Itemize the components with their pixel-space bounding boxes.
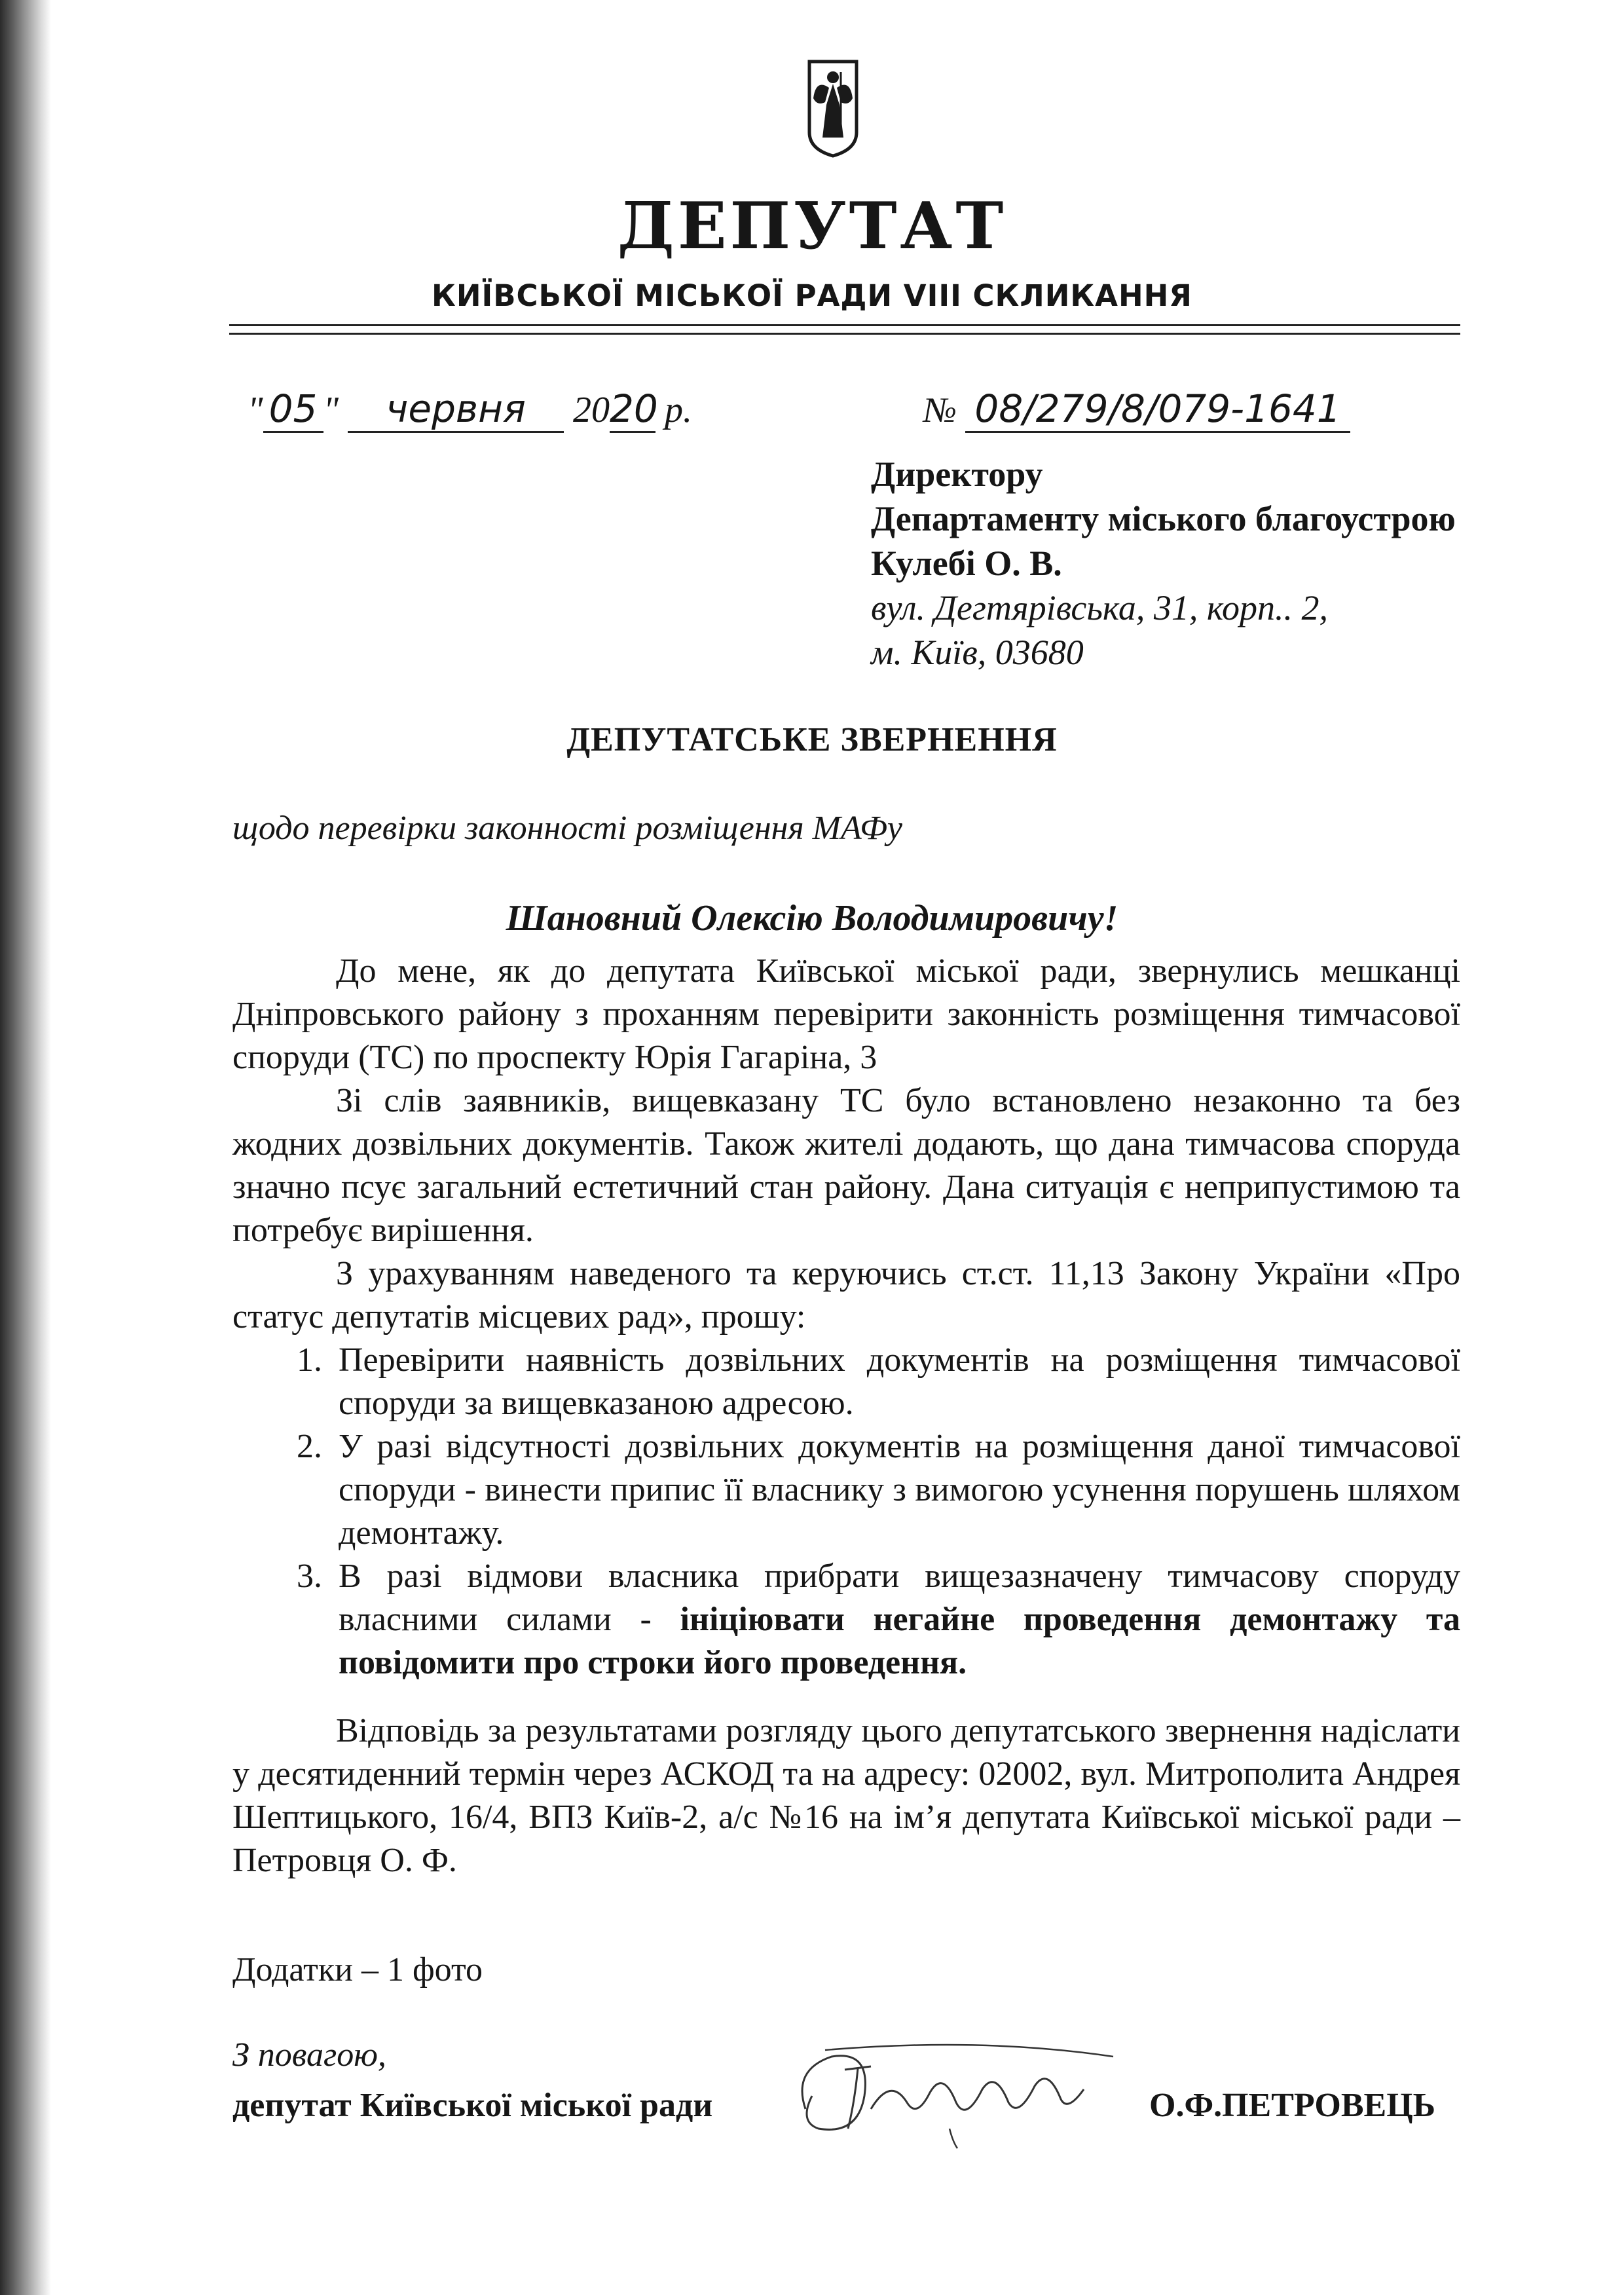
date-year-unit: р. [665, 390, 693, 430]
date-day: 05 [263, 386, 323, 433]
addressee-name: Кулебі О. В. [871, 544, 1062, 583]
addressee-position: Директору [871, 455, 1043, 494]
document-date [248, 386, 692, 433]
list-item: 2. У разі відсутності дозвільних документів на розміщення даної тимчасової споруди - винести припис її власнику з вимогою усунення порушень шляхом демонтажу. [331, 1425, 1460, 1555]
document-topic: щодо перевірки законності розміщення МАФу [232, 810, 902, 847]
addressee-city: м. Київ, 03680 [871, 633, 1084, 672]
attachments-note: Додатки – 1 фото [232, 1951, 483, 1988]
closing-regards: З повагою, [232, 2036, 386, 2074]
document-heading: ДЕПУТАТСЬКЕ ЗВЕРНЕННЯ [566, 721, 1058, 758]
page-subtitle: КИЇВСЬКОЇ МІСЬКОЇ РАДИ VIII СКЛИКАННЯ [432, 278, 1192, 313]
salutation: Шановний Олексію Володимировичу! [506, 898, 1118, 939]
date-month: червня [348, 386, 564, 433]
signer-name: О.Ф.ПЕТРОВЕЦЬ [1149, 2087, 1436, 2124]
header-rule-top [229, 324, 1460, 326]
body-paragraph: З урахуванням наведеного та керуючись ст.ст. 11,13 Закону України «Про статус депутатів місцевих рад», прошу: [232, 1255, 1460, 1335]
registration-number [923, 386, 1350, 433]
letter-body [232, 950, 1460, 1685]
date-quote: " [248, 390, 263, 430]
date-year-prefix: 20 [573, 390, 610, 430]
signature-graphic [786, 2030, 1126, 2161]
list-item-emphasis: ініціювати негайне проведення демонтажу та повідомити про строки його проведення. [339, 1601, 1460, 1681]
addressee-street: вул. Дегтярівська, 31, корп.. 2, [871, 588, 1329, 627]
kyiv-emblem-icon [807, 59, 859, 159]
date-quote: " [323, 390, 339, 430]
addressee-block [871, 452, 1456, 675]
signer-title: депутат Київської міської ради [232, 2087, 713, 2124]
response-paragraph: Відповідь за результатами розгляду цього депутатського звернення надіслати у десятиденний термін через АСКОД та на адресу: 02002, вул. Митрополита Андрея Шептицького, 16/4, ВПЗ Київ-2, а/с №16 на ім’я депутата Київської міської ради – Петровця О. Ф. [232, 1712, 1460, 1879]
list-item: 1. Перевірити наявність дозвільних документів на розміщення тимчасової споруди за вищевказаною адресою. [331, 1339, 1460, 1425]
list-item [331, 1555, 1460, 1685]
body-paragraph: До мене, як до депутата Київської міської ради, звернулись мешканці Дніпровського району з проханням перевірити законність розміщення тимчасової споруди (ТС) по проспекту Юрія Гагаріна, 3 [232, 952, 1460, 1076]
request-list [232, 1339, 1460, 1685]
header-rule-bottom [229, 333, 1460, 335]
page-title: ДЕПУТАТ [617, 189, 1007, 264]
list-item-text: В разі відмови власника прибрати вищезазначену тимчасову споруду власними силами - [339, 1558, 1460, 1638]
reg-number: 08/279/8/079-1641 [965, 386, 1350, 433]
body-paragraph: Зі слів заявників, вищевказану ТС було встановлено незаконно та без жодних дозвільних документів. Також жителі додають, що дана тимчасова споруда значно псує загальний естетичний стан району. Дана ситуація є неприпустимою та потребує вирішення. [232, 1082, 1460, 1249]
addressee-department: Департаменту міського благоустрою [871, 499, 1456, 538]
scan-edge [0, 0, 51, 2295]
reg-prefix: № [923, 390, 957, 430]
date-year-suffix: 20 [610, 386, 655, 433]
